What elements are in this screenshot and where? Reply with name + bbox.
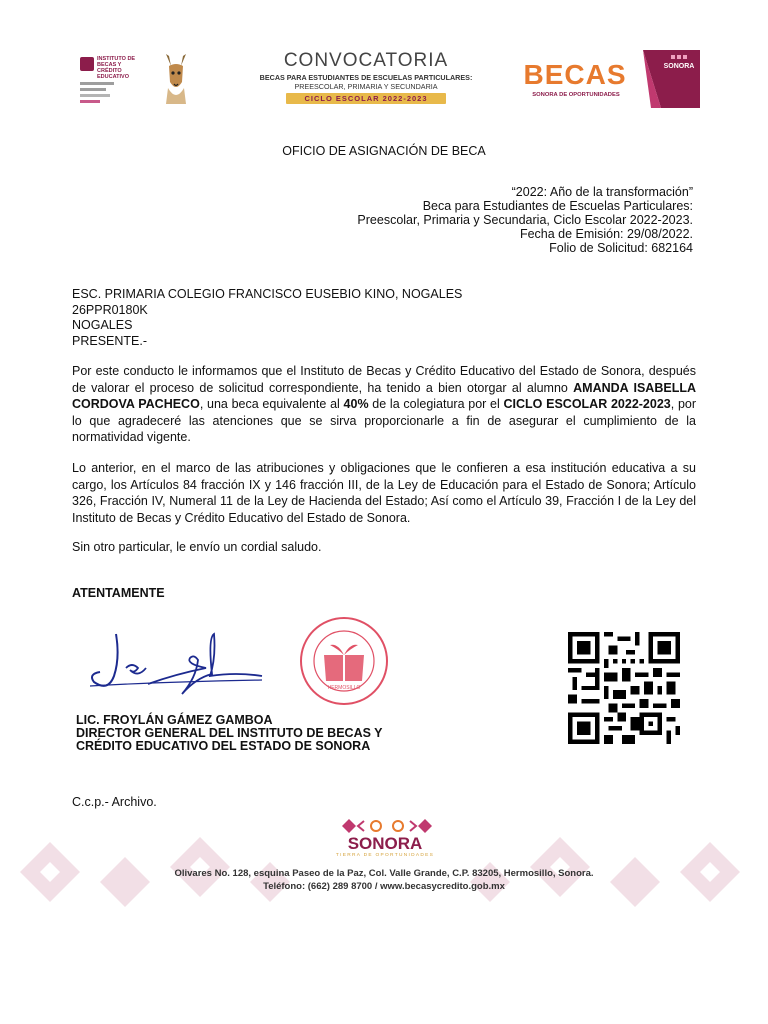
corner-logo-text: SONORA [663,63,695,70]
header-line-program: Beca para Estudiantes de Escuelas Particulares: [422,199,693,213]
signer-name: LIC. FROYLÁN GÁMEZ GAMBOA [76,713,273,727]
recipient-school-code: 26PPR0180K [72,303,148,317]
body-paragraph-award: Por este conducto le informamos que el Instituto de Becas y Crédito Educativo del Estado de Sonora, después de valorar el proceso de solicitud correspondiente, ha tenido a bien otorgar al alumno AMANDA ISABELLA CORDOVA PACHECO, una beca equivalente al 40% de la colegiatura por el CICLO ESCOLAR 2022-2023, por lo que agradeceré las atenciones que se sirva proporcionarle a fin de asegurar el cumplimiento de la normatividad vigente. [72,364,697,444]
footer-contact: Teléfono: (662) 289 8700 / www.becasycredito.gob.mx [263,881,505,892]
header-line-date: Fecha de Emisión: 29/08/2022. [519,227,693,241]
qr-code [568,632,680,744]
document-title: OFICIO DE ASIGNACIÓN DE BECA [282,144,486,158]
footer-sonora-tagline: TIERRA DE OPORTUNIDADES [335,853,435,858]
scholarship-percent: 40% [343,397,369,411]
deer-illustration [160,52,192,104]
recipient-city: NOGALES [72,318,133,332]
signer-title-line1: DIRECTOR GENERAL DEL INSTITUTO DE BECAS Y [76,726,383,740]
institute-logo-text: INSTITUTO DE BECAS Y CRÉDITO EDUCATIVO [97,56,136,80]
banner-logos [78,50,216,108]
convocatoria-banner [78,50,700,108]
education-secretariat-logo [80,80,120,106]
institute-logo [80,54,136,80]
sonora-corner-logo [643,50,700,108]
banner-subtitle-2: PREESCOLAR, PRIMARIA Y SECUNDARIA [294,82,438,91]
becas-tagline: SONORA DE OPORTUNIDADES [532,92,620,98]
footer-address: Olivares No. 128, esquina Paseo de la Paz, Col. Valle Grande, C.P. 83205, Hermosillo, Sonora. [174,868,594,879]
banner-subtitle-1: BECAS PARA ESTUDIANTES DE ESCUELAS PARTICULARES: [259,73,473,82]
seal-city: HERMOSILLO [327,685,361,691]
convocatoria-title: CONVOCATORIA [283,50,449,71]
school-cycle: CICLO ESCOLAR 2022-2023 [503,397,671,411]
body-paragraph-legal: Lo anterior, en el marco de las atribuciones y obligaciones que le confieren a esa institución educativa a su cargo, los Artículos 84 fracción IX y 146 fracción III, de la Ley de Educación para el Estado de Sonora; Artículo 326, Fracción IV, Numeral 11 de la Ley de Hacienda del Estado; Así como el Artículo 39, Fracción I de la Ley del Instituto de Becas y Crédito Educativo del Estado de Sonora. [72,461,696,525]
ciclo-escolar-label: CICLO ESCOLAR 2022-2023 [304,94,428,103]
header-line-folio: Folio de Solicitud: 682164 [549,241,693,255]
signer-title-line2: CRÉDITO EDUCATIVO DEL ESTADO DE SONORA [76,739,371,753]
body-paragraph-closing: Sin otro particular, le envío un cordial saludo. [72,540,322,554]
header-line-motto: “2022: Año de la transformación” [511,185,693,199]
recipient-greeting: PRESENTE.- [72,334,148,348]
handwritten-signature [86,628,266,702]
copy-to-archive: C.c.p.- Archivo. [72,795,157,809]
recipient-school: ESC. PRIMARIA COLEGIO FRANCISCO EUSEBIO KINO, NOGALES [72,287,463,301]
institution-seal [298,615,390,707]
closing-atentamente: ATENTAMENTE [72,586,165,600]
becas-wordmark: BECAS [523,59,627,90]
header-line-levels: Preescolar, Primaria y Secundaria, Ciclo Escolar 2022-2023. [357,213,693,227]
footer-sonora-logo: SONORA [347,834,423,853]
ciclo-escolar-bar [286,93,446,104]
student-name: AMANDA ISABELLA CORDOVA PACHECO [72,380,696,411]
